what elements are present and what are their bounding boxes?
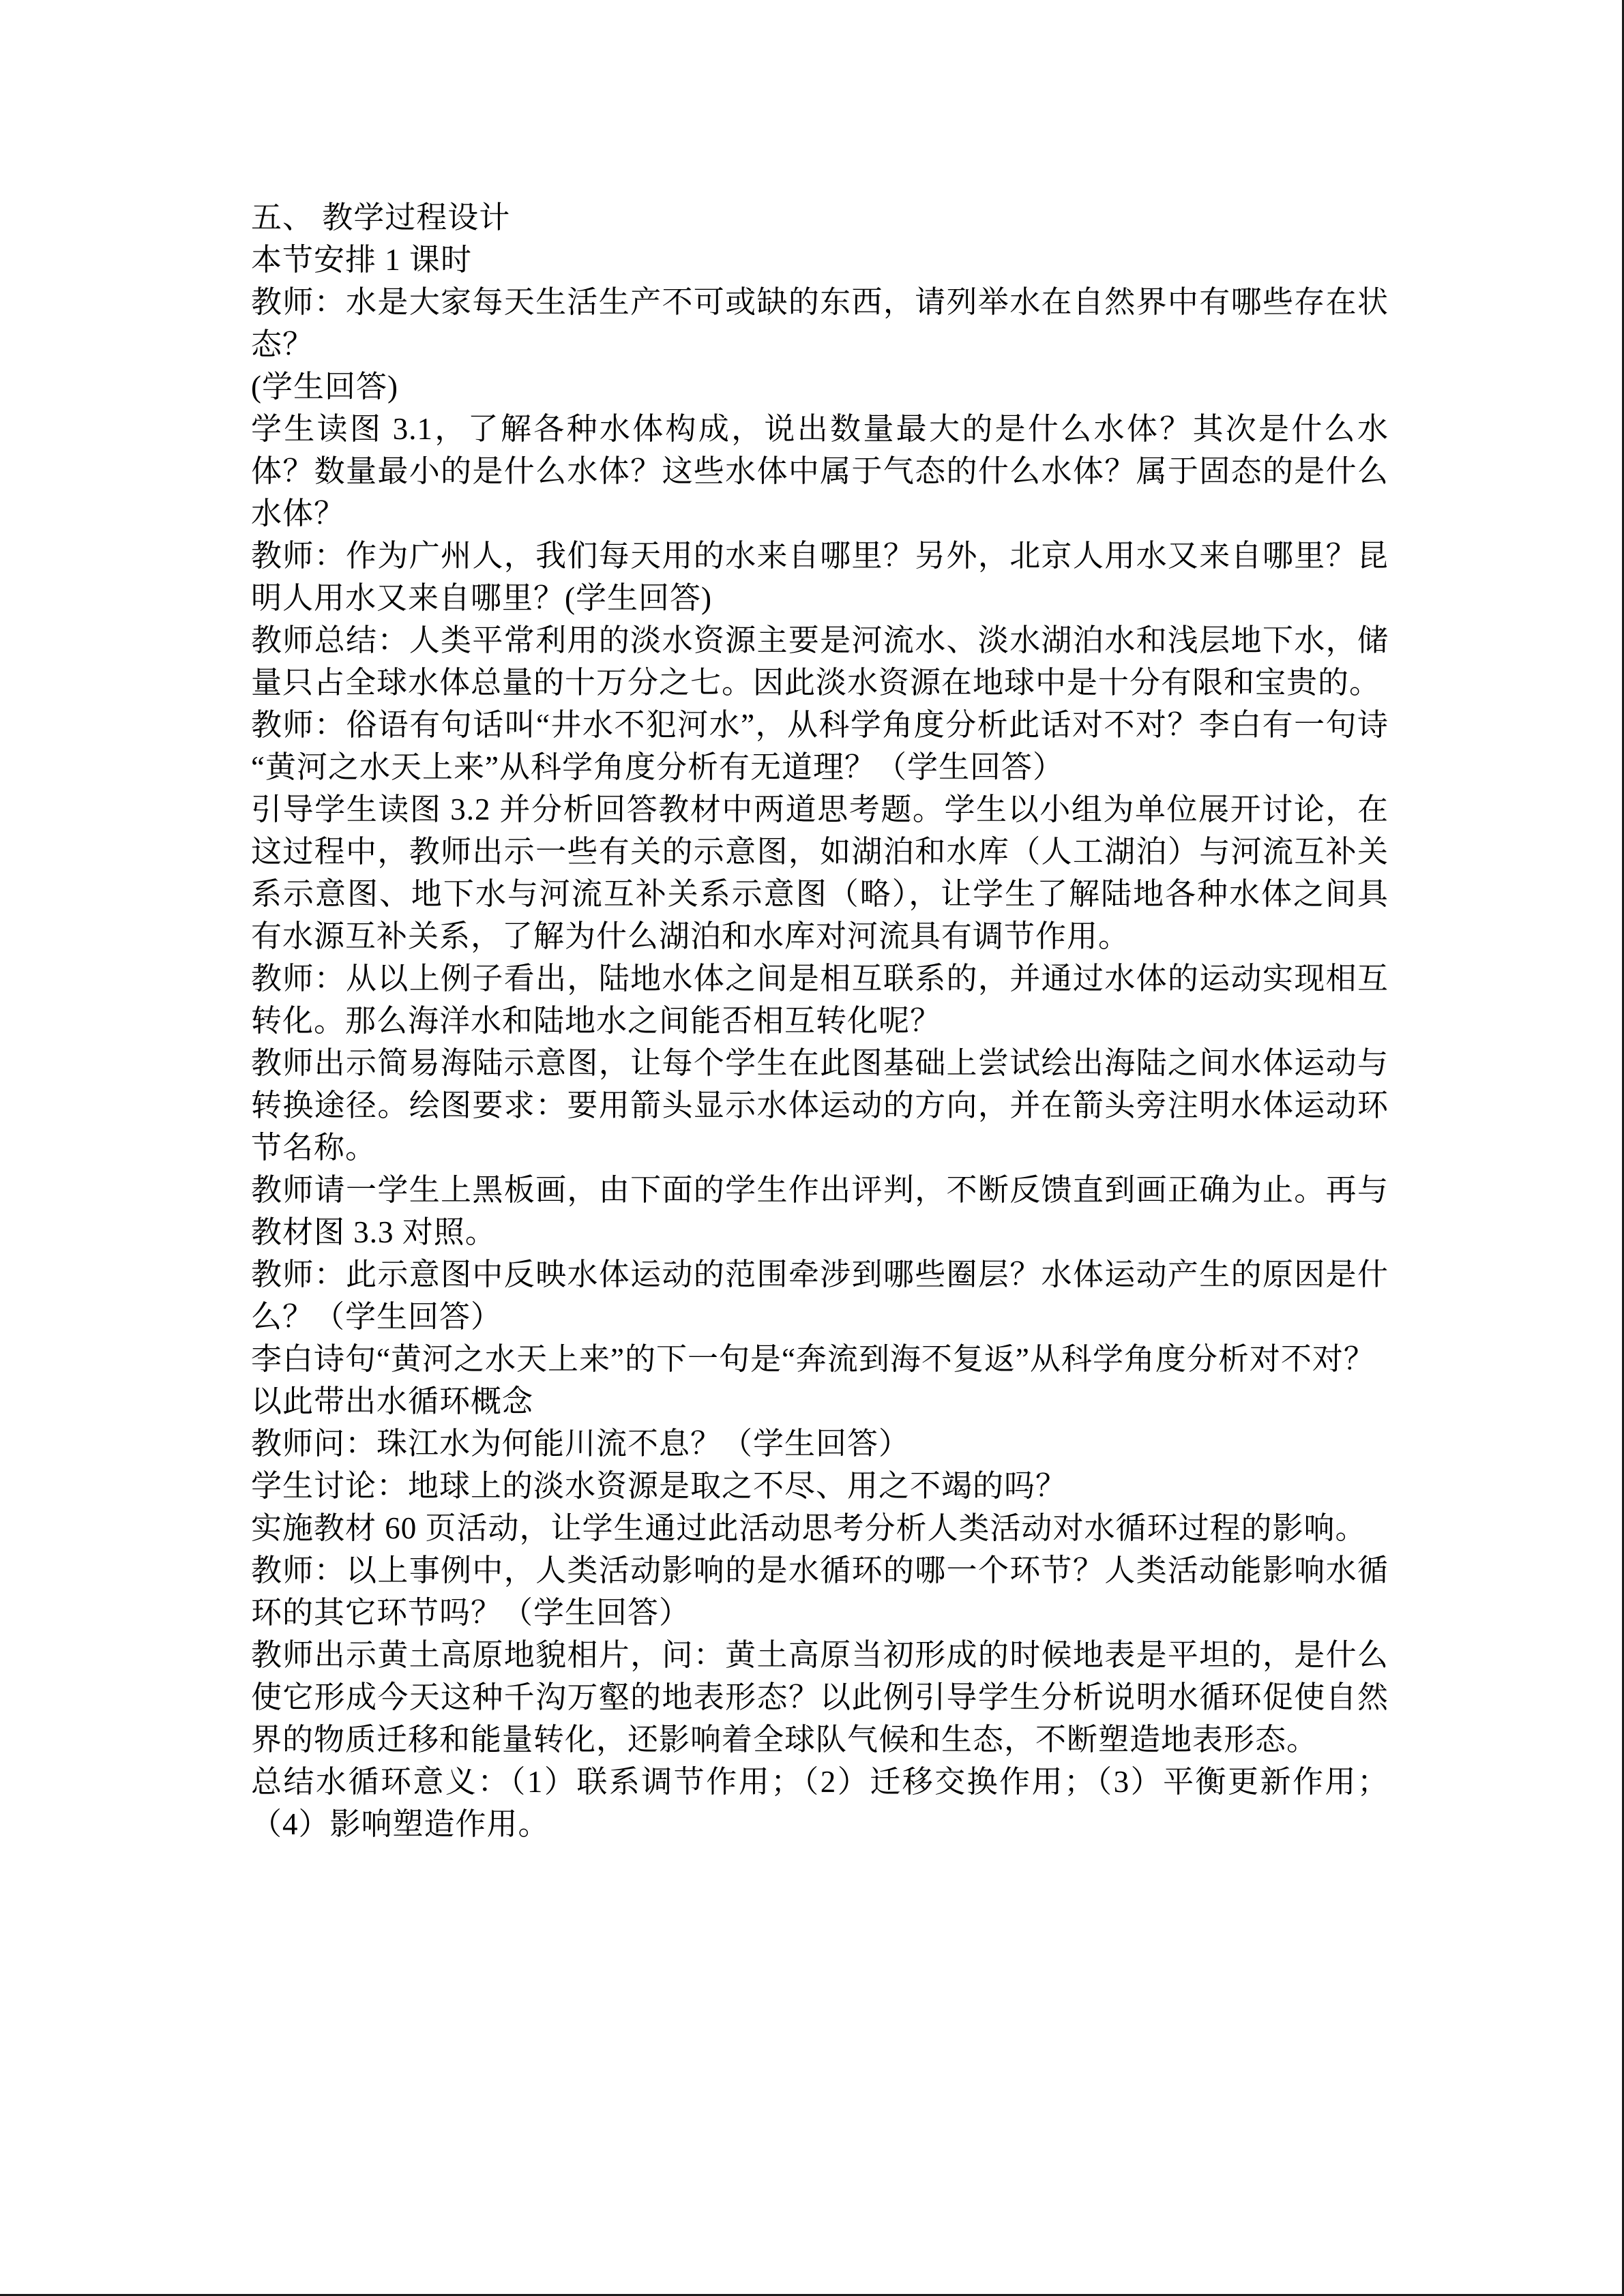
paragraph: 教师请一学生上黑板画，由下面的学生作出评判，不断反馈直到画正确为止。再与教材图 3.3 对照。 (251, 1173, 1389, 1249)
paragraph: 教师问：珠江水为何能川流不息？（学生回答） (251, 1427, 911, 1461)
paragraph: 实施教材 60 页活动，让学生通过此活动思考分析人类活动对水循环过程的影响。 (251, 1511, 1367, 1545)
paragraph: 教师：以上事例中，人类活动影响的是水循环的哪一个环节？人类活动能影响水循环的其它环节吗？（学生回答） (251, 1553, 1389, 1630)
paragraph: 教师：此示意图中反映水体运动的范围牵涉到哪些圈层？水体运动产生的原因是什么？（学生回答） (251, 1257, 1389, 1334)
paragraph: 教师总结：人类平常利用的淡水资源主要是河流水、淡水湖泊水和浅层地下水，储量只占全球水体总量的十万分之七。因此淡水资源在地球中是十分有限和宝贵的。 (251, 623, 1389, 700)
paragraph: 教师：俗语有句话叫“井水不犯河水”，从科学角度分析此话对不对？李白有一句诗“黄河之水天上来”从科学角度分析有无道理？（学生回答） (251, 708, 1389, 784)
paragraph: 教师：作为广州人，我们每天用的水来自哪里？另外，北京人用水又来自哪里？昆明人用水又来自哪里？(学生回答) (251, 539, 1389, 615)
paragraph: 以此带出水循环概念 (251, 1384, 534, 1418)
paragraph: 教师：从以上例子看出，陆地水体之间是相互联系的，并通过水体的运动实现相互转化。那么海洋水和陆地水之间能否相互转化呢？ (251, 961, 1389, 1038)
paragraph: 总结水循环意义：（1）联系调节作用；（2）迁移交换作用；（3）平衡更新作用；（4）影响塑造作用。 (251, 1765, 1389, 1841)
paragraph: 教师出示黄土高原地貌相片，问：黄土高原当初形成的时候地表是平坦的，是什么使它形成今天这种千沟万壑的地表形态？以此例引导学生分析说明水循环促使自然界的物质迁移和能量转化，还影响着全球队气候和生态，不断塑造地表形态。 (251, 1638, 1389, 1757)
paragraph: 教师：水是大家每天生活生产不可或缺的东西，请列举水在自然界中有哪些存在状态？ (251, 285, 1389, 361)
paragraph: 学生读图 3.1，了解各种水体构成，说出数量最大的是什么水体？其次是什么水体？数量最小的是什么水体？这些水体中属于气态的什么水体？属于固态的是什么水体？ (251, 412, 1389, 531)
document-body (251, 196, 1389, 1845)
paragraph: 引导学生读图 3.2 并分析回答教材中两道思考题。学生以小组为单位展开讨论，在这过程中，教师出示一些有关的示意图，如湖泊和水库（人工湖泊）与河流互补关系示意图、地下水与河流互补关系示意图（略），让学生了解陆地各种水体之间具有水源互补关系，了解为什么湖泊和水库对河流具有调节作用。 (251, 792, 1389, 953)
section-heading: 五、 教学过程设计 (251, 200, 511, 235)
paragraph: (学生回答) (251, 370, 398, 404)
paragraph: 教师出示简易海陆示意图，让每个学生在此图基础上尝试绘出海陆之间水体运动与转换途径。绘图要求：要用箭头显示水体运动的方向，并在箭头旁注明水体运动环节名称。 (251, 1046, 1389, 1165)
paragraph: 学生讨论：地球上的淡水资源是取之不尽、用之不竭的吗？ (251, 1469, 1067, 1503)
paragraph: 李白诗句“黄河之水天上来”的下一句是“奔流到海不复返”从科学角度分析对不对？ (251, 1342, 1375, 1376)
paragraph: 本节安排 1 课时 (251, 243, 473, 277)
